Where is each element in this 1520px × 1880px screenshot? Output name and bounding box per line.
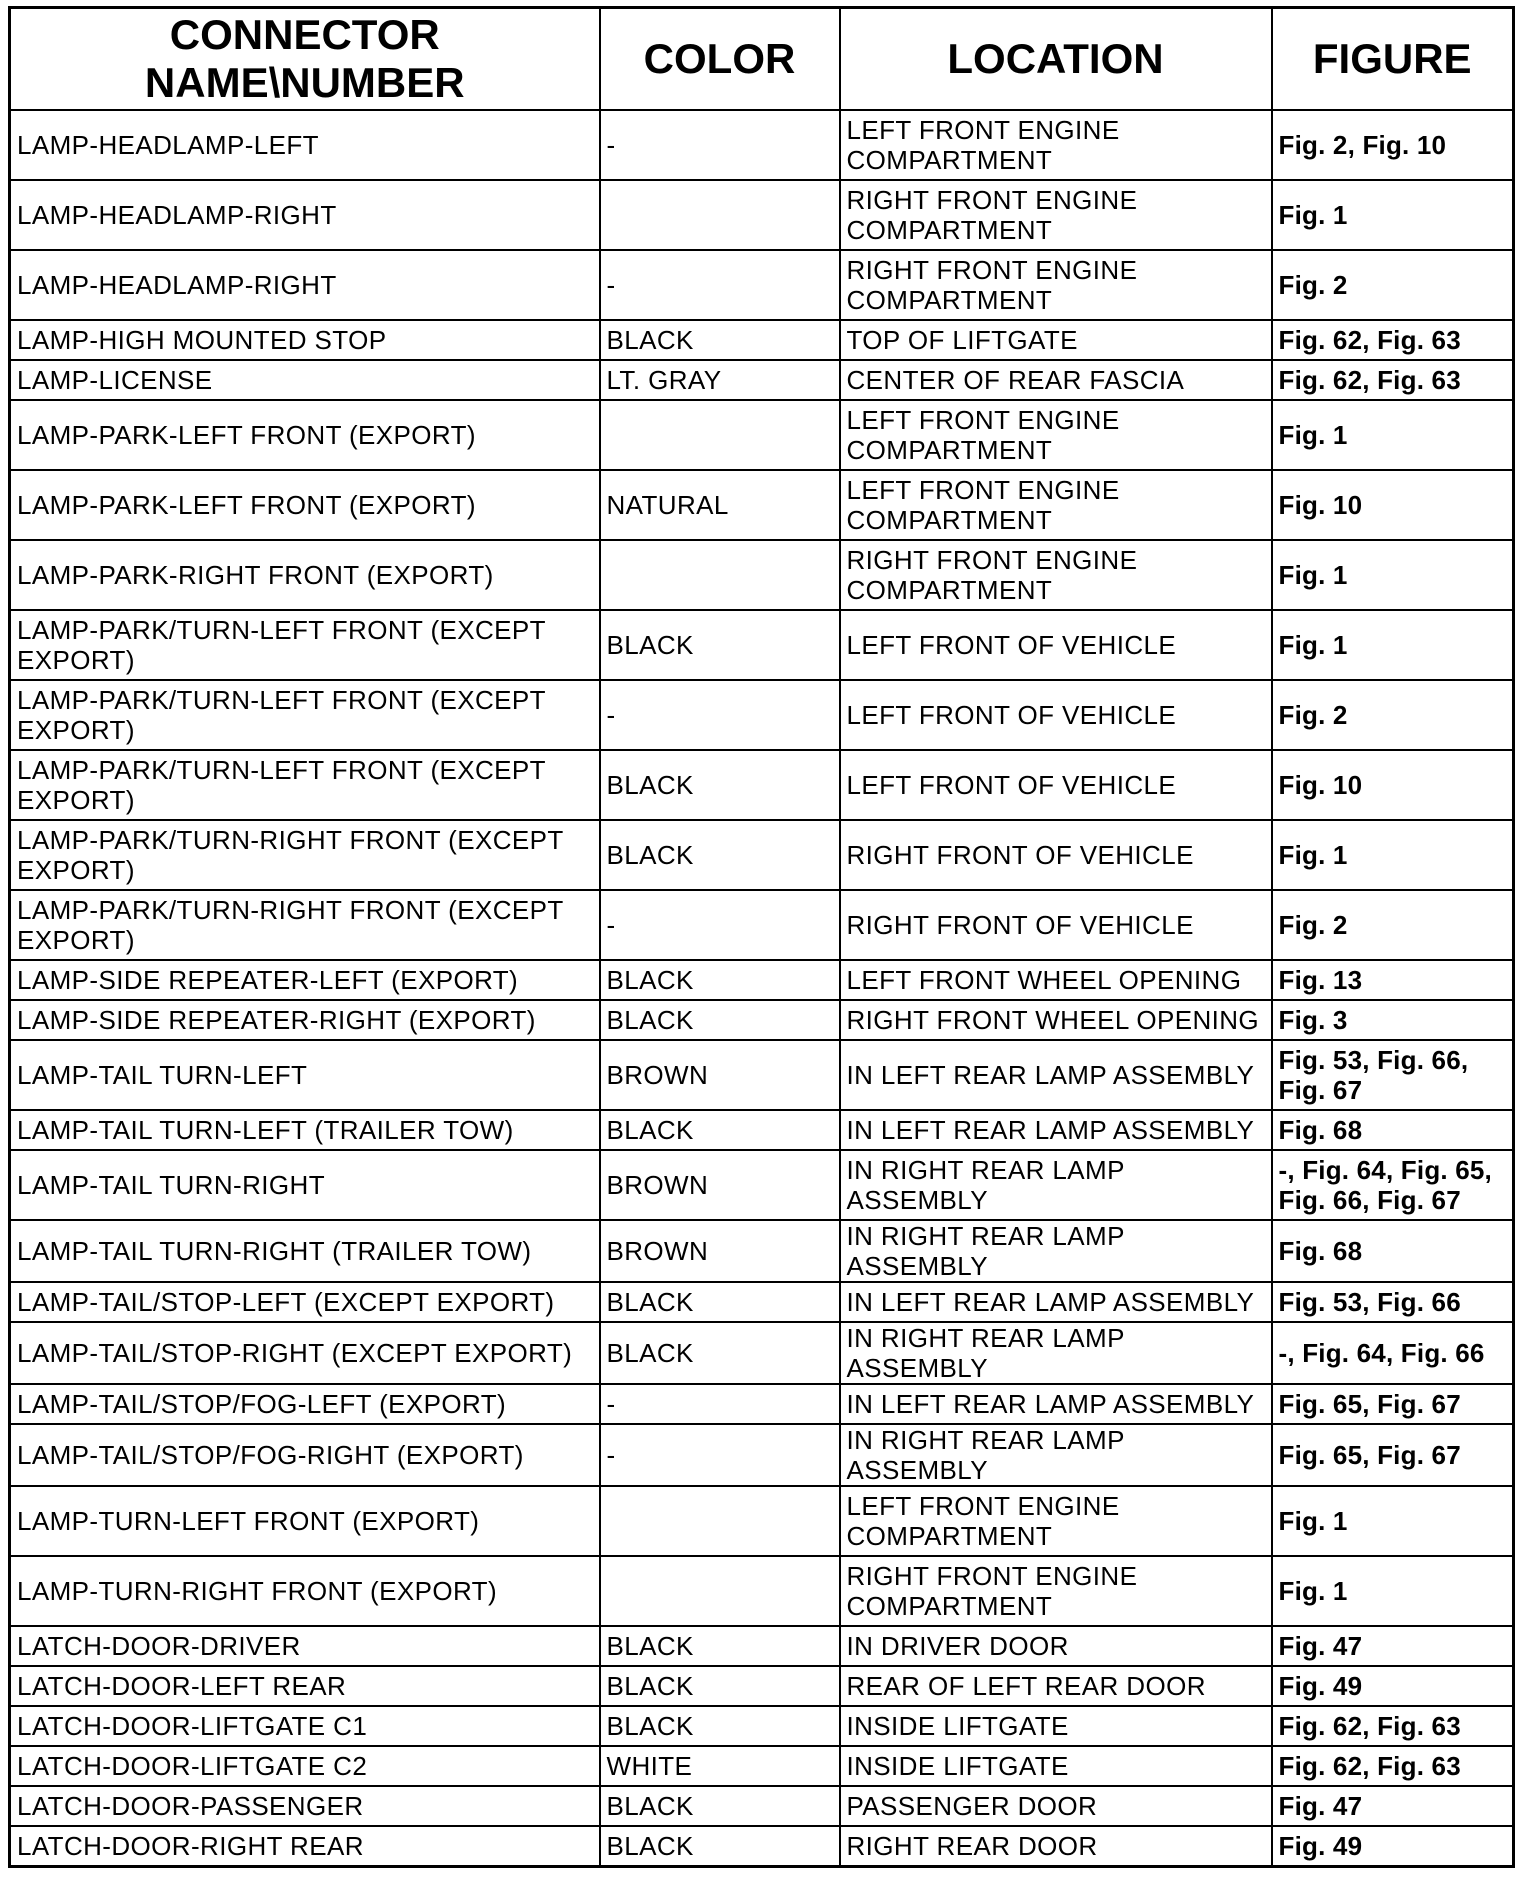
cell-location: INSIDE LIFTGATE [840,1746,1272,1786]
cell-location: IN LEFT REAR LAMP ASSEMBLY [840,1384,1272,1424]
cell-color: BROWN [600,1220,840,1282]
cell-location: RIGHT FRONT WHEEL OPENING [840,1000,1272,1040]
cell-figure: Fig. 2 [1272,890,1514,960]
cell-figure: Fig. 10 [1272,750,1514,820]
cell-location: LEFT FRONT ENGINE COMPARTMENT [840,470,1272,540]
table-row [10,820,1514,890]
cell-color: BLACK [600,1786,840,1826]
cell-location: RIGHT FRONT ENGINE COMPARTMENT [840,180,1272,250]
table-row [10,680,1514,750]
cell-figure: Fig. 62, Fig. 63 [1272,360,1514,400]
cell-connector-name: LAMP-PARK/TURN-RIGHT FRONT (EXCEPT EXPORT) [10,890,600,960]
cell-color: BLACK [600,1826,840,1867]
header-connector-name-line2: NAME\NUMBER [144,59,465,106]
table-row [10,750,1514,820]
cell-connector-name: LATCH-DOOR-LIFTGATE C2 [10,1746,600,1786]
cell-color: BLACK [600,1000,840,1040]
table-row [10,1666,1514,1706]
cell-figure: Fig. 62, Fig. 63 [1272,1706,1514,1746]
cell-location: LEFT FRONT ENGINE COMPARTMENT [840,1486,1272,1556]
cell-color: BROWN [600,1040,840,1110]
header-connector-name-line1: CONNECTOR [169,11,440,58]
cell-figure: Fig. 3 [1272,1000,1514,1040]
cell-color [600,1556,840,1626]
cell-connector-name: LAMP-SIDE REPEATER-RIGHT (EXPORT) [10,1000,600,1040]
header-row [10,8,1514,111]
cell-location: PASSENGER DOOR [840,1786,1272,1826]
cell-connector-name: LATCH-DOOR-RIGHT REAR [10,1826,600,1867]
cell-location: LEFT FRONT OF VEHICLE [840,750,1272,820]
table-row [10,360,1514,400]
cell-location: IN RIGHT REAR LAMP ASSEMBLY [840,1322,1272,1384]
cell-color: - [600,680,840,750]
cell-connector-name: LAMP-SIDE REPEATER-LEFT (EXPORT) [10,960,600,1000]
cell-connector-name: LAMP-TURN-LEFT FRONT (EXPORT) [10,1486,600,1556]
cell-figure: -, Fig. 64, Fig. 66 [1272,1322,1514,1384]
cell-color: BLACK [600,1706,840,1746]
table-row [10,1220,1514,1282]
cell-color: NATURAL [600,470,840,540]
table-row [10,180,1514,250]
connector-table [8,6,1515,1868]
table-row [10,1706,1514,1746]
cell-connector-name: LAMP-TAIL TURN-RIGHT [10,1150,600,1220]
cell-location: RIGHT FRONT OF VEHICLE [840,890,1272,960]
cell-connector-name: LAMP-PARK/TURN-LEFT FRONT (EXCEPT EXPORT) [10,750,600,820]
table-row [10,1384,1514,1424]
cell-figure: Fig. 2, Fig. 10 [1272,110,1514,180]
cell-figure: Fig. 62, Fig. 63 [1272,320,1514,360]
cell-color: BLACK [600,820,840,890]
cell-figure: Fig. 1 [1272,180,1514,250]
table-row [10,1040,1514,1110]
cell-location: RIGHT FRONT ENGINE COMPARTMENT [840,1556,1272,1626]
cell-connector-name: LAMP-PARK-RIGHT FRONT (EXPORT) [10,540,600,610]
cell-figure: Fig. 49 [1272,1666,1514,1706]
cell-figure: Fig. 13 [1272,960,1514,1000]
cell-location: IN DRIVER DOOR [840,1626,1272,1666]
cell-connector-name: LAMP-HEADLAMP-LEFT [10,110,600,180]
table-row [10,250,1514,320]
table-row [10,1486,1514,1556]
table-row [10,1746,1514,1786]
cell-figure: Fig. 68 [1272,1220,1514,1282]
cell-figure: Fig. 1 [1272,1556,1514,1626]
table-row [10,1786,1514,1826]
cell-figure: Fig. 1 [1272,540,1514,610]
cell-connector-name: LATCH-DOOR-DRIVER [10,1626,600,1666]
cell-connector-name: LAMP-HIGH MOUNTED STOP [10,320,600,360]
cell-connector-name: LAMP-TURN-RIGHT FRONT (EXPORT) [10,1556,600,1626]
table-row [10,1110,1514,1150]
cell-location: INSIDE LIFTGATE [840,1706,1272,1746]
cell-color [600,180,840,250]
cell-color: BLACK [600,1322,840,1384]
cell-figure: Fig. 62, Fig. 63 [1272,1746,1514,1786]
cell-location: RIGHT REAR DOOR [840,1826,1272,1867]
cell-color: LT. GRAY [600,360,840,400]
cell-location: LEFT FRONT ENGINE COMPARTMENT [840,400,1272,470]
cell-connector-name: LAMP-TAIL TURN-LEFT (TRAILER TOW) [10,1110,600,1150]
cell-color: BLACK [600,1282,840,1322]
cell-figure: Fig. 47 [1272,1626,1514,1666]
cell-location: LEFT FRONT OF VEHICLE [840,680,1272,750]
cell-connector-name: LAMP-TAIL/STOP-RIGHT (EXCEPT EXPORT) [10,1322,600,1384]
cell-color: BLACK [600,1666,840,1706]
cell-figure: Fig. 2 [1272,680,1514,750]
cell-figure: Fig. 1 [1272,1486,1514,1556]
table-row [10,400,1514,470]
table-row [10,1282,1514,1322]
cell-connector-name: LAMP-PARK/TURN-RIGHT FRONT (EXCEPT EXPORT) [10,820,600,890]
cell-color: BLACK [600,1626,840,1666]
table-row [10,1000,1514,1040]
cell-location: IN RIGHT REAR LAMP ASSEMBLY [840,1220,1272,1282]
cell-color: BLACK [600,610,840,680]
cell-color: BLACK [600,960,840,1000]
cell-figure: Fig. 53, Fig. 66 [1272,1282,1514,1322]
cell-color: BLACK [600,750,840,820]
cell-figure: Fig. 10 [1272,470,1514,540]
cell-location: IN RIGHT REAR LAMP ASSEMBLY [840,1150,1272,1220]
cell-location: LEFT FRONT ENGINE COMPARTMENT [840,110,1272,180]
cell-figure: Fig. 1 [1272,820,1514,890]
cell-figure: Fig. 49 [1272,1826,1514,1867]
cell-connector-name: LAMP-PARK/TURN-LEFT FRONT (EXCEPT EXPORT) [10,610,600,680]
cell-figure: -, Fig. 64, Fig. 65, Fig. 66, Fig. 67 [1272,1150,1514,1220]
cell-connector-name: LATCH-DOOR-LEFT REAR [10,1666,600,1706]
cell-connector-name: LAMP-HEADLAMP-RIGHT [10,180,600,250]
cell-connector-name: LAMP-LICENSE [10,360,600,400]
cell-connector-name: LAMP-TAIL TURN-RIGHT (TRAILER TOW) [10,1220,600,1282]
table-row [10,890,1514,960]
cell-connector-name: LAMP-TAIL/STOP/FOG-RIGHT (EXPORT) [10,1424,600,1486]
table-row [10,610,1514,680]
cell-location: IN LEFT REAR LAMP ASSEMBLY [840,1110,1272,1150]
table-row [10,1556,1514,1626]
cell-color: - [600,110,840,180]
cell-connector-name: LAMP-HEADLAMP-RIGHT [10,250,600,320]
cell-color: BROWN [600,1150,840,1220]
cell-connector-name: LATCH-DOOR-LIFTGATE C1 [10,1706,600,1746]
cell-location: LEFT FRONT WHEEL OPENING [840,960,1272,1000]
header-location: LOCATION [840,8,1272,111]
cell-connector-name: LAMP-TAIL/STOP-LEFT (EXCEPT EXPORT) [10,1282,600,1322]
cell-location: RIGHT FRONT ENGINE COMPARTMENT [840,540,1272,610]
cell-connector-name: LAMP-PARK/TURN-LEFT FRONT (EXCEPT EXPORT) [10,680,600,750]
cell-connector-name: LAMP-PARK-LEFT FRONT (EXPORT) [10,470,600,540]
cell-figure: Fig. 68 [1272,1110,1514,1150]
table-body [10,110,1514,1867]
cell-figure: Fig. 65, Fig. 67 [1272,1384,1514,1424]
cell-location: IN LEFT REAR LAMP ASSEMBLY [840,1282,1272,1322]
table-row [10,320,1514,360]
table-row [10,470,1514,540]
cell-color [600,1486,840,1556]
table-row [10,1322,1514,1384]
cell-location: IN RIGHT REAR LAMP ASSEMBLY [840,1424,1272,1486]
cell-location: IN LEFT REAR LAMP ASSEMBLY [840,1040,1272,1110]
cell-color [600,400,840,470]
cell-color: - [600,890,840,960]
cell-connector-name: LAMP-TAIL TURN-LEFT [10,1040,600,1110]
header-figure: FIGURE [1272,8,1514,111]
header-color: COLOR [600,8,840,111]
cell-color: - [600,1384,840,1424]
cell-connector-name: LATCH-DOOR-PASSENGER [10,1786,600,1826]
cell-color: BLACK [600,320,840,360]
table-row [10,1826,1514,1867]
table-row [10,1626,1514,1666]
cell-figure: Fig. 2 [1272,250,1514,320]
cell-location: TOP OF LIFTGATE [840,320,1272,360]
cell-connector-name: LAMP-TAIL/STOP/FOG-LEFT (EXPORT) [10,1384,600,1424]
table-row [10,1424,1514,1486]
table-row [10,960,1514,1000]
header-connector-name [10,8,600,111]
cell-location: CENTER OF REAR FASCIA [840,360,1272,400]
table-row [10,110,1514,180]
cell-figure: Fig. 65, Fig. 67 [1272,1424,1514,1486]
cell-color: - [600,1424,840,1486]
cell-figure: Fig. 53, Fig. 66, Fig. 67 [1272,1040,1514,1110]
cell-figure: Fig. 47 [1272,1786,1514,1826]
cell-color: WHITE [600,1746,840,1786]
table-row [10,540,1514,610]
cell-location: RIGHT FRONT OF VEHICLE [840,820,1272,890]
cell-connector-name: LAMP-PARK-LEFT FRONT (EXPORT) [10,400,600,470]
cell-color [600,540,840,610]
cell-color: BLACK [600,1110,840,1150]
cell-location: RIGHT FRONT ENGINE COMPARTMENT [840,250,1272,320]
cell-location: LEFT FRONT OF VEHICLE [840,610,1272,680]
cell-location: REAR OF LEFT REAR DOOR [840,1666,1272,1706]
table-row [10,1150,1514,1220]
connector-table-sheet [8,6,1512,1868]
cell-figure: Fig. 1 [1272,400,1514,470]
cell-color: - [600,250,840,320]
cell-figure: Fig. 1 [1272,610,1514,680]
